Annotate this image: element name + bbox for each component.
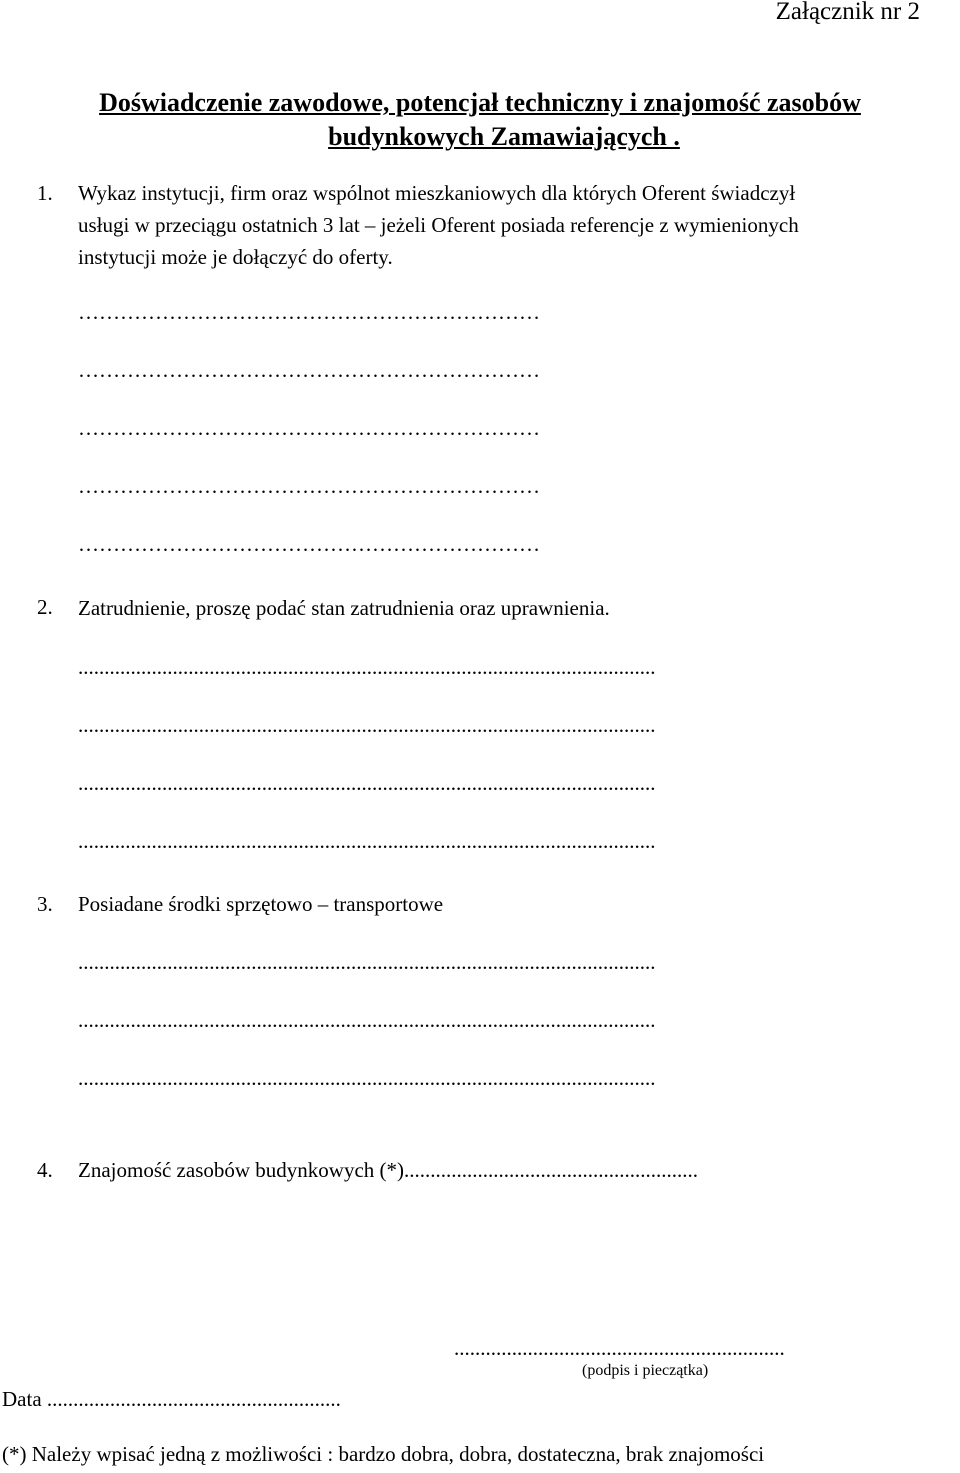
section-1-number: 1.: [37, 181, 53, 205]
section-1-blank-line: …………………………………………………………: [78, 532, 540, 556]
section-3-blank-line: ..............................................................................................................: [78, 1008, 656, 1032]
section-2-blank-line: ..............................................................................................................: [78, 713, 656, 737]
document-title-line-1: Doświadczenie zawodowe, potencjał techniczny i znajomość zasobów: [99, 88, 861, 117]
section-1-blank-line: …………………………………………………………: [78, 358, 540, 382]
section-2-number: 2.: [37, 595, 53, 619]
section-2-text: Zatrudnienie, proszę podać stan zatrudnienia oraz uprawnienia.: [78, 596, 610, 620]
section-2-blank-line: ..............................................................................................................: [78, 829, 656, 853]
footnote: (*) Należy wpisać jedną z możliwości : bardzo dobra, dobra, dostateczna, brak znajomości: [2, 1442, 765, 1466]
section-1-blank-line: …………………………………………………………: [78, 474, 540, 498]
signature-line: ...............................................................: [454, 1336, 785, 1360]
section-1-blank-line: …………………………………………………………: [78, 416, 540, 440]
section-1-text-line-1: Wykaz instytucji, firm oraz wspólnot mieszkaniowych dla których Oferent świadczył: [78, 181, 796, 205]
annex-label: Załącznik nr 2: [775, 0, 920, 25]
signature-caption: (podpis i pieczątka): [582, 1362, 709, 1379]
section-3-text: Posiadane środki sprzętowo – transportowe: [78, 892, 444, 916]
date-field: Data ........................................................: [2, 1387, 341, 1411]
section-1-text-line-3: instytucji może je dołączyć do oferty.: [78, 245, 393, 269]
section-2-blank-line: ..............................................................................................................: [78, 771, 656, 795]
document-title-line-2: budynkowych Zamawiających .: [328, 122, 680, 151]
section-4-number: 4.: [37, 1158, 53, 1182]
section-1-blank-line: …………………………………………………………: [78, 300, 540, 324]
section-3-number: 3.: [37, 892, 53, 916]
section-2-blank-line: ..............................................................................................................: [78, 655, 656, 679]
section-3-blank-line: ..............................................................................................................: [78, 1066, 656, 1090]
section-1-text-line-2: usługi w przeciągu ostatnich 3 lat – jeżeli Oferent posiada referencje z wymienionych: [78, 213, 799, 237]
section-4-text: Znajomość zasobów budynkowych (*)........................................................: [78, 1158, 699, 1182]
section-3-blank-line: ..............................................................................................................: [78, 950, 656, 974]
